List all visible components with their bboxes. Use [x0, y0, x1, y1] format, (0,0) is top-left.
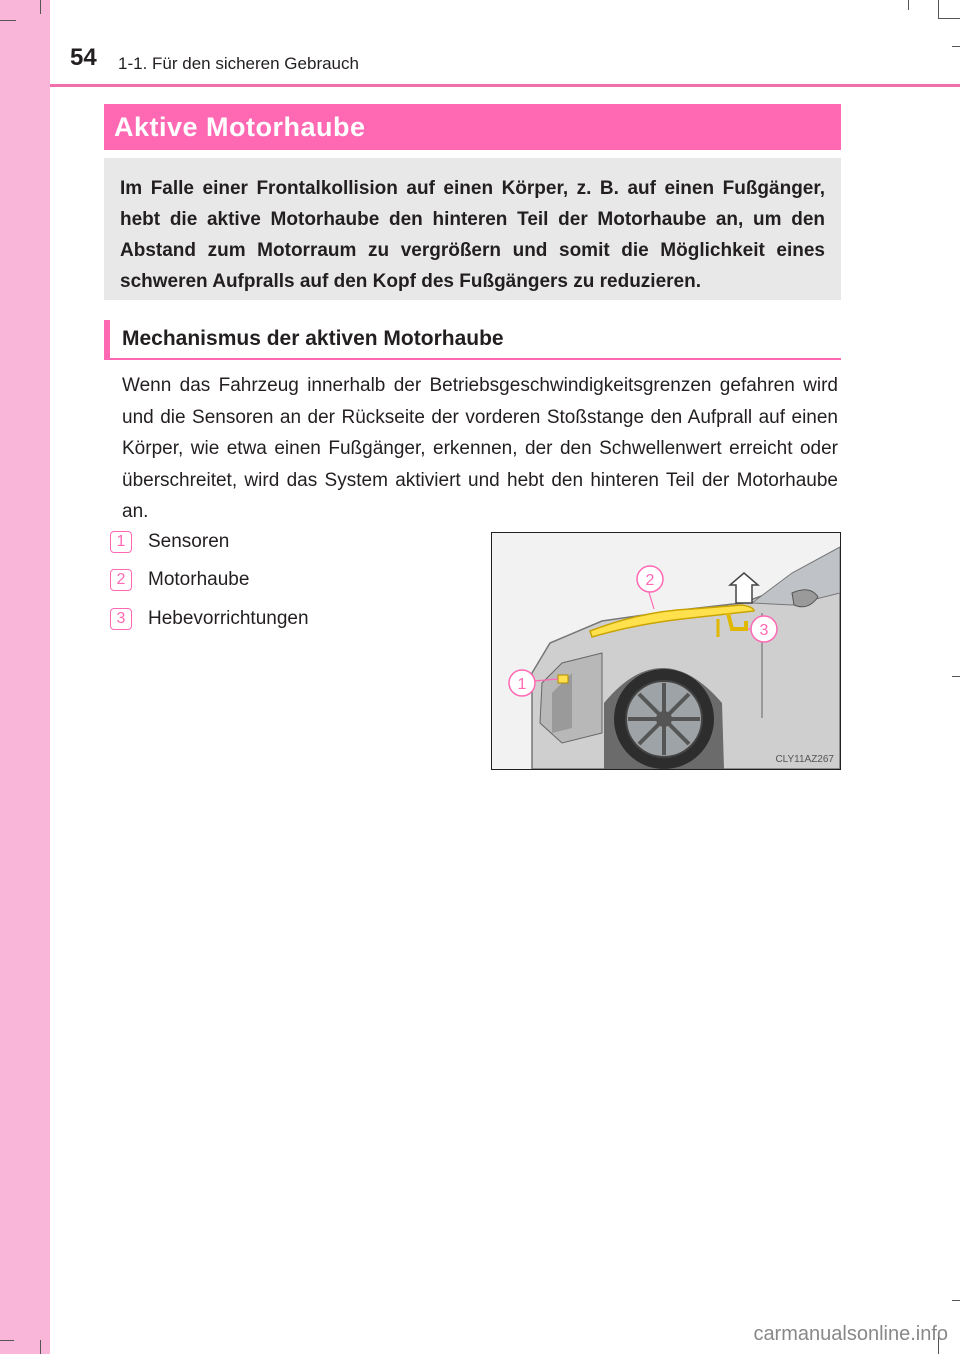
callout-2: 2	[645, 572, 655, 589]
subheading-title: Mechanismus der aktiven Motorhaube	[122, 327, 504, 350]
body-paragraph: Wenn das Fahrzeug innerhalb der Betriebsgeschwindigkeitsgrenzen gefahren wird und die Sensoren an der Rückseite der vorderen Stoßstange den Aufprall auf einen Körper, wie etwa einen Fußgänger, erkennen, der den Schwellenwert erreicht oder überschreitet, wird das System aktiviert und hebt den hinteren Teil der Motorhaube an.	[122, 375, 838, 522]
callout-3: 3	[759, 622, 769, 639]
crop-mark	[40, 1340, 41, 1354]
intro-box	[104, 158, 841, 300]
crop-mark	[952, 1300, 960, 1301]
crop-mark	[938, 18, 960, 19]
number-badge: 1	[110, 531, 132, 553]
intro-text: Im Falle einer Frontalkollision auf einen Körper, z. B. auf einen Fußgänger, hebt die aktive Motorhaube den hinteren Teil der Motorhaube an, um den Abstand zum Motorraum zu vergrößern und somit die Möglichkeit eines schweren Aufpralls auf den Kopf des Fußgängers zu reduzieren.	[120, 178, 825, 292]
legend-item	[110, 528, 229, 556]
figure-code: CLY11AZ267	[775, 754, 834, 765]
crop-mark	[952, 676, 960, 677]
page-number: 54	[70, 44, 97, 71]
number-badge: 2	[110, 569, 132, 591]
legend-label: Hebevorrichtungen	[148, 608, 309, 629]
crop-mark	[40, 0, 41, 14]
left-margin-band	[0, 0, 50, 1354]
car-hood-illustration	[491, 532, 841, 770]
crop-mark	[0, 20, 16, 21]
header-rule	[50, 84, 960, 87]
legend-item	[110, 605, 309, 633]
callout-1: 1	[517, 676, 527, 693]
number-badge: 3	[110, 608, 132, 630]
crop-mark	[938, 0, 939, 18]
crop-mark	[908, 0, 909, 10]
car-front-drawing	[492, 533, 840, 769]
page-title: Aktive Motorhaube	[114, 111, 366, 142]
subheading-bar	[104, 320, 841, 360]
section-title-bar	[104, 104, 841, 150]
legend-label: Motorhaube	[148, 569, 250, 590]
legend-label: Sensoren	[148, 531, 230, 552]
crop-mark	[952, 46, 960, 47]
section-breadcrumb: 1-1. Für den sicheren Gebrauch	[118, 54, 359, 73]
crop-mark	[0, 1340, 14, 1341]
watermark-logo: carmanualsonline.info	[753, 1323, 948, 1345]
legend-item	[110, 566, 249, 594]
